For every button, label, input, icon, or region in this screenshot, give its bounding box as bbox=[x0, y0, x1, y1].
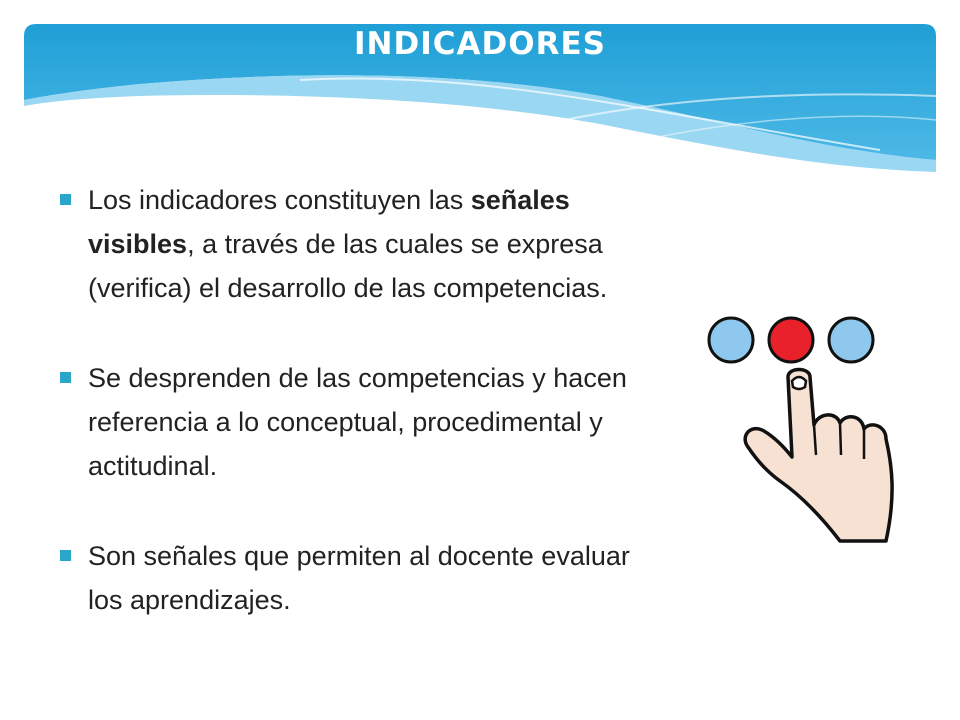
square-bullet-icon bbox=[60, 372, 71, 383]
bullet-text-after: , a través de las cuales se expresa (verifica) el desarrollo de las competencias. bbox=[88, 229, 608, 303]
list-item bbox=[58, 178, 638, 310]
square-bullet-icon bbox=[60, 194, 71, 205]
bullet-text: Se desprenden de las competencias y hacen referencia a lo conceptual, procedimental y actitudinal. bbox=[88, 363, 627, 481]
list-item bbox=[58, 356, 638, 488]
bullet-text-emphasis: señales visibles bbox=[88, 185, 570, 259]
list-item bbox=[58, 534, 638, 622]
pointing-hand-illustration bbox=[700, 305, 940, 555]
page-title: INDICADORES bbox=[354, 26, 606, 62]
blue-circle-icon bbox=[829, 318, 873, 362]
square-bullet-icon bbox=[60, 550, 71, 561]
bullet-list bbox=[58, 178, 638, 668]
blue-circle-icon bbox=[709, 318, 753, 362]
bullet-text-before: Los indicadores constituyen las bbox=[88, 185, 471, 215]
red-circle-icon bbox=[769, 318, 813, 362]
bullet-text: Son señales que permiten al docente evaluar los aprendizajes. bbox=[88, 541, 630, 615]
pointing-hand-icon bbox=[745, 370, 892, 542]
